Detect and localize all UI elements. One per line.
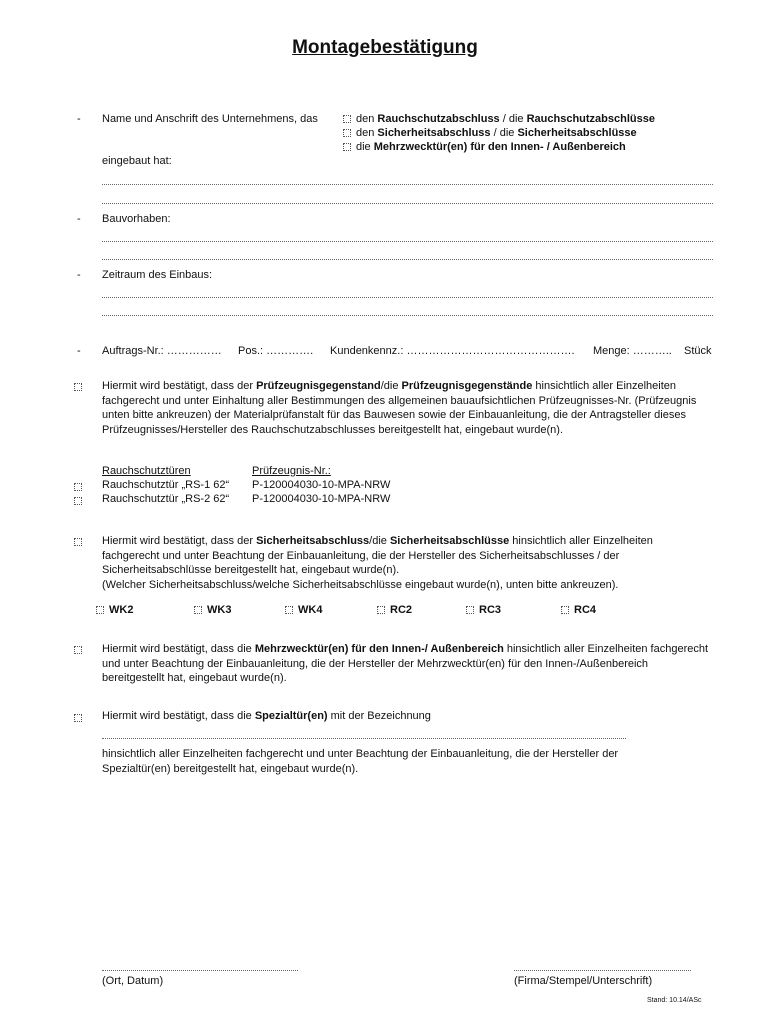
quantity-field[interactable]: Menge: ……….. <box>593 345 672 357</box>
confirm-spezial-text: Hiermit wird bestätigt, dass die Spezialtür(en) mit der Bezeichnung <box>102 710 431 722</box>
project-label: Bauvorhaben: <box>102 213 171 225</box>
option-mehrzweck[interactable]: die Mehrzwecktür(en) für den Innen- / Außenbereich <box>343 141 626 153</box>
rs2-certificate: P-120004030-10-MPA-NRW <box>252 493 391 505</box>
checkbox-icon[interactable] <box>285 606 293 614</box>
confirm-sicherheit-text: Hiermit wird bestätigt, dass der Sicherheitsabschluss/die Sicherheitsabschlüsse hinsichtlich aller Einzelheiten fachgerecht und unter Beachtung der Einbauanleitung, die der Hersteller des Sicherheitsabschlusses / der Sicherheitsabschlüsse bereitgestellt hat, eingebaut wurde(n). (Welcher Sicherheitsabschluss/welche Sicherheitsabschlüsse eingebaut wurde(n), unten bitte ankreuzen). <box>102 535 653 591</box>
checkbox-icon[interactable] <box>74 538 82 546</box>
checkbox-icon[interactable] <box>466 606 474 614</box>
company-line-2[interactable] <box>102 203 713 204</box>
confirm-pruefzeugnis-text: Hiermit wird bestätigt, dass der Prüfzeugnisgegenstand/die Prüfzeugnisgegenstände hinsichtlich aller Einzelheiten fachgerecht und unter Einhaltung aller Bestimmungen des allgemeinen bauaufsichtlichen Prüfzeugnisses-Nr. (Prüfzeugnis unten bitte ankreuzen) der Materialprüfanstalt für das Bauwesen sowie der Einbauanleitung, die der Antragsteller dieses Prüfzeugnisses/Hersteller des Rauchschutzabschlusses bereitgestellt hat, eingebaut wurde(n). <box>102 380 697 436</box>
unit-label: Stück <box>684 345 712 357</box>
order-number-field[interactable]: Auftrags-Nr.: …………… <box>102 345 222 357</box>
period-line-2[interactable] <box>102 315 713 316</box>
class-wk3[interactable]: WK3 <box>194 604 231 616</box>
list-dash: - <box>77 213 81 225</box>
checkbox-icon[interactable] <box>74 646 82 654</box>
rs2-name: Rauchschutztür „RS-2 62“ <box>102 493 230 505</box>
list-dash: - <box>77 345 81 357</box>
checkbox-icon[interactable] <box>377 606 385 614</box>
confirm-spezial-checkbox[interactable] <box>74 712 87 724</box>
rs2-checkbox[interactable] <box>74 495 87 507</box>
customer-id-field[interactable]: Kundenkennz.: ………………………………………. <box>330 345 575 357</box>
checkbox-icon[interactable] <box>74 483 82 491</box>
doors-header: Rauchschutztüren <box>102 465 191 477</box>
project-line-2[interactable] <box>102 259 713 260</box>
class-rc3[interactable]: RC3 <box>466 604 501 616</box>
option-rauchschutz[interactable]: den Rauchschutzabschluss / die Rauchschutzabschlüsse <box>343 113 655 125</box>
class-rc2[interactable]: RC2 <box>377 604 412 616</box>
place-date-label: (Ort, Datum) <box>102 975 164 987</box>
checkbox-icon[interactable] <box>343 115 351 123</box>
checkbox-icon[interactable] <box>194 606 202 614</box>
signature-label: (Firma/Stempel/Unterschrift) <box>514 975 653 987</box>
position-field[interactable]: Pos.: …………. <box>238 345 314 357</box>
page-title: Montagebestätigung <box>292 37 478 58</box>
period-label: Zeitraum des Einbaus: <box>102 269 213 281</box>
signature-line[interactable] <box>514 970 691 971</box>
checkbox-icon[interactable] <box>561 606 569 614</box>
confirm-mehrzweck-text: Hiermit wird bestätigt, dass die Mehrzwecktür(en) für den Innen-/ Außenbereich hinsichtlich aller Einzelheiten fachgerecht und unter Beachtung der Einbauanleitung, die der Hersteller der Mehrzwecktür(en) für den Innen-/Außenbereich bereitgestellt hat, eingebaut wurde(n). <box>102 643 709 685</box>
company-line-1[interactable] <box>102 184 713 185</box>
checkbox-icon[interactable] <box>96 606 104 614</box>
spezial-designation-line[interactable] <box>102 738 626 739</box>
class-wk2[interactable]: WK2 <box>96 604 133 616</box>
list-dash: - <box>77 269 81 281</box>
checkbox-icon[interactable] <box>74 497 82 505</box>
option-sicherheit[interactable]: den Sicherheitsabschluss / die Sicherheitsabschlüsse <box>343 127 637 139</box>
class-rc4[interactable]: RC4 <box>561 604 596 616</box>
checkbox-icon[interactable] <box>343 143 351 151</box>
rs1-name: Rauchschutztür „RS-1 62“ <box>102 479 230 491</box>
company-label: Name und Anschrift des Unternehmens, das <box>102 113 318 125</box>
checkbox-icon[interactable] <box>74 383 82 391</box>
class-wk4[interactable]: WK4 <box>285 604 322 616</box>
confirm-mehrzweck-checkbox[interactable] <box>74 644 87 656</box>
confirm-pruefzeugnis-checkbox[interactable] <box>74 381 87 393</box>
version-stamp: Stand: 10.14/ASc <box>647 997 702 1004</box>
checkbox-icon[interactable] <box>74 714 82 722</box>
place-date-line[interactable] <box>102 970 298 971</box>
rs1-certificate: P-120004030-10-MPA-NRW <box>252 479 391 491</box>
list-dash: - <box>77 113 81 125</box>
period-line-1[interactable] <box>102 297 713 298</box>
certificate-header: Prüfzeugnis-Nr.: <box>252 465 331 477</box>
checkbox-icon[interactable] <box>343 129 351 137</box>
confirm-spezial-text-2: hinsichtlich aller Einzelheiten fachgerecht und unter Beachtung der Einbauanleitung, die der Hersteller der Spezialtür(en) bereitgestellt hat, eingebaut wurde(n). <box>102 748 619 775</box>
rs1-checkbox[interactable] <box>74 481 87 493</box>
project-line-1[interactable] <box>102 241 713 242</box>
installed-label: eingebaut hat: <box>102 155 172 167</box>
confirm-sicherheit-checkbox[interactable] <box>74 536 87 548</box>
